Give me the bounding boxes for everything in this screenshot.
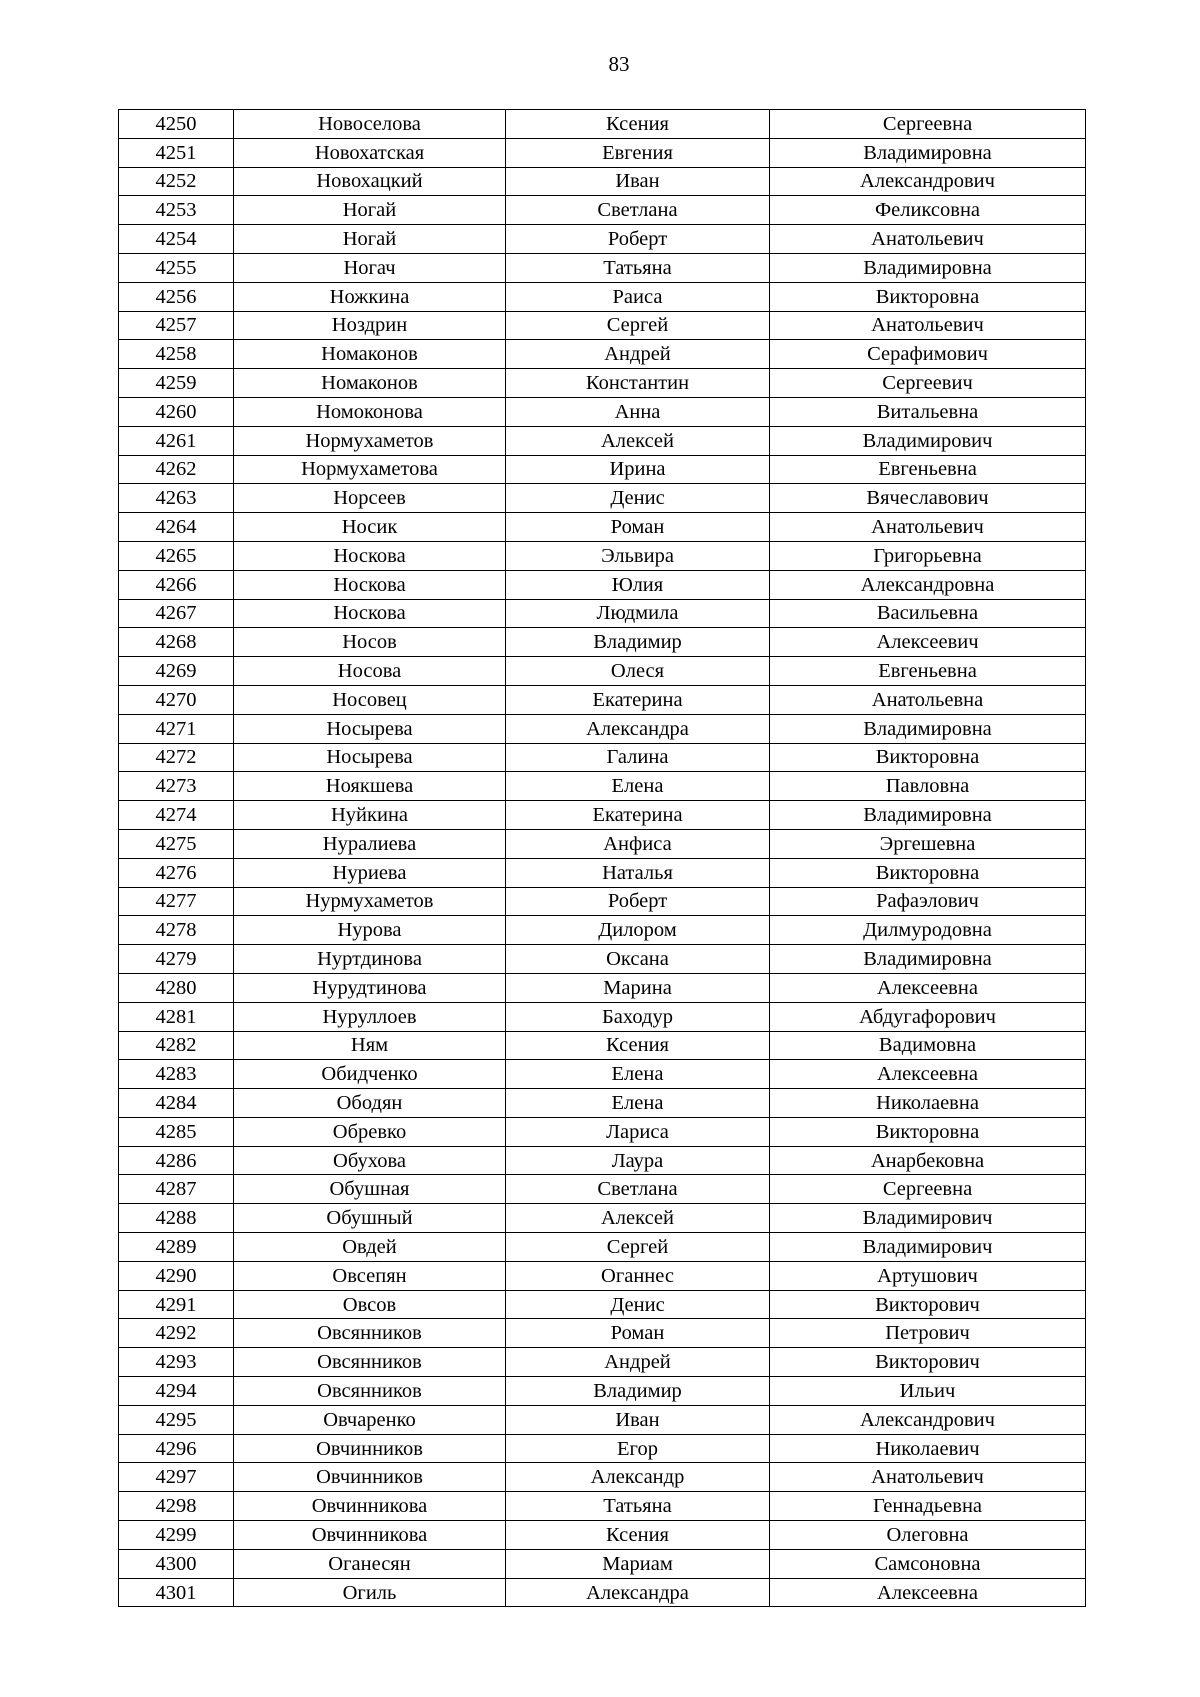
row-number-cell: 4250 bbox=[119, 110, 234, 139]
given-name-cell: Мариам bbox=[506, 1549, 770, 1578]
row-number-cell: 4293 bbox=[119, 1348, 234, 1377]
given-name-cell: Олеся bbox=[506, 657, 770, 686]
table-row bbox=[119, 110, 1086, 139]
patronymic-cell: Геннадьевна bbox=[770, 1492, 1086, 1521]
row-number-cell: 4274 bbox=[119, 801, 234, 830]
table-row bbox=[119, 801, 1086, 830]
surname-cell: Номаконов bbox=[234, 369, 506, 398]
surname-cell: Огиль bbox=[234, 1578, 506, 1607]
given-name-cell: Денис bbox=[506, 484, 770, 513]
patronymic-cell: Серафимович bbox=[770, 340, 1086, 369]
given-name-cell: Елена bbox=[506, 772, 770, 801]
table-row bbox=[119, 1434, 1086, 1463]
surname-cell: Ободян bbox=[234, 1089, 506, 1118]
surname-cell: Обушная bbox=[234, 1175, 506, 1204]
patronymic-cell: Евгеньевна bbox=[770, 657, 1086, 686]
table-row bbox=[119, 1549, 1086, 1578]
table-row bbox=[119, 657, 1086, 686]
table-row bbox=[119, 1002, 1086, 1031]
table-row bbox=[119, 1233, 1086, 1262]
row-number-cell: 4295 bbox=[119, 1405, 234, 1434]
row-number-cell: 4256 bbox=[119, 282, 234, 311]
row-number-cell: 4294 bbox=[119, 1377, 234, 1406]
row-number-cell: 4300 bbox=[119, 1549, 234, 1578]
table-row bbox=[119, 1578, 1086, 1607]
patronymic-cell: Викторовна bbox=[770, 743, 1086, 772]
patronymic-cell: Григорьевна bbox=[770, 541, 1086, 570]
surname-cell: Овсянников bbox=[234, 1377, 506, 1406]
patronymic-cell: Николаевич bbox=[770, 1434, 1086, 1463]
roster-table-body bbox=[119, 110, 1086, 1607]
table-row bbox=[119, 1492, 1086, 1521]
row-number-cell: 4279 bbox=[119, 945, 234, 974]
given-name-cell: Галина bbox=[506, 743, 770, 772]
row-number-cell: 4280 bbox=[119, 973, 234, 1002]
patronymic-cell: Алексеевна bbox=[770, 973, 1086, 1002]
patronymic-cell: Викторовна bbox=[770, 1117, 1086, 1146]
row-number-cell: 4252 bbox=[119, 167, 234, 196]
patronymic-cell: Александрович bbox=[770, 1405, 1086, 1434]
patronymic-cell: Викторовна bbox=[770, 858, 1086, 887]
given-name-cell: Марина bbox=[506, 973, 770, 1002]
row-number-cell: 4283 bbox=[119, 1060, 234, 1089]
surname-cell: Нурова bbox=[234, 916, 506, 945]
table-row bbox=[119, 1060, 1086, 1089]
patronymic-cell: Алексеевна bbox=[770, 1060, 1086, 1089]
row-number-cell: 4266 bbox=[119, 570, 234, 599]
row-number-cell: 4289 bbox=[119, 1233, 234, 1262]
table-row bbox=[119, 455, 1086, 484]
given-name-cell: Денис bbox=[506, 1290, 770, 1319]
patronymic-cell: Артушович bbox=[770, 1261, 1086, 1290]
table-row bbox=[119, 1089, 1086, 1118]
patronymic-cell: Петрович bbox=[770, 1319, 1086, 1348]
patronymic-cell: Феликсовна bbox=[770, 196, 1086, 225]
surname-cell: Обушный bbox=[234, 1204, 506, 1233]
patronymic-cell: Витальевна bbox=[770, 397, 1086, 426]
given-name-cell: Александра bbox=[506, 1578, 770, 1607]
surname-cell: Обревко bbox=[234, 1117, 506, 1146]
row-number-cell: 4297 bbox=[119, 1463, 234, 1492]
given-name-cell: Ксения bbox=[506, 1521, 770, 1550]
table-row bbox=[119, 1204, 1086, 1233]
surname-cell: Носик bbox=[234, 513, 506, 542]
table-row bbox=[119, 426, 1086, 455]
row-number-cell: 4290 bbox=[119, 1261, 234, 1290]
table-row bbox=[119, 340, 1086, 369]
patronymic-cell: Анатольевна bbox=[770, 685, 1086, 714]
table-row bbox=[119, 743, 1086, 772]
row-number-cell: 4296 bbox=[119, 1434, 234, 1463]
table-row bbox=[119, 484, 1086, 513]
row-number-cell: 4277 bbox=[119, 887, 234, 916]
row-number-cell: 4273 bbox=[119, 772, 234, 801]
patronymic-cell: Ильич bbox=[770, 1377, 1086, 1406]
given-name-cell: Иван bbox=[506, 167, 770, 196]
patronymic-cell: Владимировна bbox=[770, 801, 1086, 830]
patronymic-cell: Владимирович bbox=[770, 1233, 1086, 1262]
given-name-cell: Роман bbox=[506, 1319, 770, 1348]
table-row bbox=[119, 685, 1086, 714]
table-row bbox=[119, 916, 1086, 945]
patronymic-cell: Викторовна bbox=[770, 282, 1086, 311]
given-name-cell: Екатерина bbox=[506, 685, 770, 714]
given-name-cell: Владимир bbox=[506, 1377, 770, 1406]
row-number-cell: 4288 bbox=[119, 1204, 234, 1233]
surname-cell: Носов bbox=[234, 628, 506, 657]
surname-cell: Нурудтинова bbox=[234, 973, 506, 1002]
given-name-cell: Оганнес bbox=[506, 1261, 770, 1290]
patronymic-cell: Рафаэлович bbox=[770, 887, 1086, 916]
given-name-cell: Татьяна bbox=[506, 1492, 770, 1521]
given-name-cell: Сергей bbox=[506, 1233, 770, 1262]
patronymic-cell: Владимирович bbox=[770, 1204, 1086, 1233]
given-name-cell: Роберт bbox=[506, 887, 770, 916]
patronymic-cell: Абдугафорович bbox=[770, 1002, 1086, 1031]
given-name-cell: Егор bbox=[506, 1434, 770, 1463]
surname-cell: Овчинников bbox=[234, 1434, 506, 1463]
surname-cell: Ножкина bbox=[234, 282, 506, 311]
table-row bbox=[119, 225, 1086, 254]
table-row bbox=[119, 599, 1086, 628]
given-name-cell: Светлана bbox=[506, 196, 770, 225]
given-name-cell: Анфиса bbox=[506, 829, 770, 858]
row-number-cell: 4257 bbox=[119, 311, 234, 340]
surname-cell: Овчинникова bbox=[234, 1492, 506, 1521]
given-name-cell: Раиса bbox=[506, 282, 770, 311]
patronymic-cell: Анатольевич bbox=[770, 311, 1086, 340]
row-number-cell: 4259 bbox=[119, 369, 234, 398]
row-number-cell: 4264 bbox=[119, 513, 234, 542]
surname-cell: Обухова bbox=[234, 1146, 506, 1175]
patronymic-cell: Викторович bbox=[770, 1290, 1086, 1319]
row-number-cell: 4261 bbox=[119, 426, 234, 455]
surname-cell: Носкова bbox=[234, 570, 506, 599]
patronymic-cell: Сергеевна bbox=[770, 1175, 1086, 1204]
patronymic-cell: Владимировна bbox=[770, 138, 1086, 167]
table-row bbox=[119, 311, 1086, 340]
roster-table bbox=[118, 109, 1086, 1607]
table-row bbox=[119, 1319, 1086, 1348]
row-number-cell: 4260 bbox=[119, 397, 234, 426]
row-number-cell: 4251 bbox=[119, 138, 234, 167]
surname-cell: Ногай bbox=[234, 225, 506, 254]
surname-cell: Носырева bbox=[234, 714, 506, 743]
patronymic-cell: Васильевна bbox=[770, 599, 1086, 628]
patronymic-cell: Вадимовна bbox=[770, 1031, 1086, 1060]
row-number-cell: 4276 bbox=[119, 858, 234, 887]
given-name-cell: Юлия bbox=[506, 570, 770, 599]
table-row bbox=[119, 1405, 1086, 1434]
table-row bbox=[119, 973, 1086, 1002]
table-row bbox=[119, 1261, 1086, 1290]
given-name-cell: Людмила bbox=[506, 599, 770, 628]
surname-cell: Нуралиева bbox=[234, 829, 506, 858]
table-row bbox=[119, 945, 1086, 974]
table-row bbox=[119, 196, 1086, 225]
row-number-cell: 4253 bbox=[119, 196, 234, 225]
given-name-cell: Лаура bbox=[506, 1146, 770, 1175]
patronymic-cell: Самсоновна bbox=[770, 1549, 1086, 1578]
surname-cell: Носырева bbox=[234, 743, 506, 772]
patronymic-cell: Александрович bbox=[770, 167, 1086, 196]
row-number-cell: 4301 bbox=[119, 1578, 234, 1607]
table-row bbox=[119, 628, 1086, 657]
surname-cell: Норсеев bbox=[234, 484, 506, 513]
given-name-cell: Татьяна bbox=[506, 253, 770, 282]
row-number-cell: 4265 bbox=[119, 541, 234, 570]
table-row bbox=[119, 1117, 1086, 1146]
given-name-cell: Лариса bbox=[506, 1117, 770, 1146]
row-number-cell: 4278 bbox=[119, 916, 234, 945]
surname-cell: Новоселова bbox=[234, 110, 506, 139]
given-name-cell: Светлана bbox=[506, 1175, 770, 1204]
row-number-cell: 4271 bbox=[119, 714, 234, 743]
row-number-cell: 4272 bbox=[119, 743, 234, 772]
patronymic-cell: Владимирович bbox=[770, 426, 1086, 455]
given-name-cell: Наталья bbox=[506, 858, 770, 887]
given-name-cell: Елена bbox=[506, 1060, 770, 1089]
table-row bbox=[119, 513, 1086, 542]
given-name-cell: Иван bbox=[506, 1405, 770, 1434]
surname-cell: Овдей bbox=[234, 1233, 506, 1262]
row-number-cell: 4292 bbox=[119, 1319, 234, 1348]
row-number-cell: 4291 bbox=[119, 1290, 234, 1319]
row-number-cell: 4255 bbox=[119, 253, 234, 282]
patronymic-cell: Владимировна bbox=[770, 253, 1086, 282]
row-number-cell: 4287 bbox=[119, 1175, 234, 1204]
given-name-cell: Алексей bbox=[506, 1204, 770, 1233]
given-name-cell: Екатерина bbox=[506, 801, 770, 830]
given-name-cell: Дилором bbox=[506, 916, 770, 945]
surname-cell: Ногач bbox=[234, 253, 506, 282]
patronymic-cell: Владимировна bbox=[770, 714, 1086, 743]
table-row bbox=[119, 1377, 1086, 1406]
given-name-cell: Константин bbox=[506, 369, 770, 398]
table-row bbox=[119, 541, 1086, 570]
table-row bbox=[119, 1348, 1086, 1377]
surname-cell: Носова bbox=[234, 657, 506, 686]
table-row bbox=[119, 282, 1086, 311]
given-name-cell: Алексей bbox=[506, 426, 770, 455]
table-row bbox=[119, 887, 1086, 916]
patronymic-cell: Эргешевна bbox=[770, 829, 1086, 858]
surname-cell: Нурмухаметов bbox=[234, 887, 506, 916]
patronymic-cell: Викторович bbox=[770, 1348, 1086, 1377]
row-number-cell: 4286 bbox=[119, 1146, 234, 1175]
surname-cell: Овсянников bbox=[234, 1319, 506, 1348]
table-row bbox=[119, 858, 1086, 887]
surname-cell: Ноякшева bbox=[234, 772, 506, 801]
given-name-cell: Елена bbox=[506, 1089, 770, 1118]
row-number-cell: 4298 bbox=[119, 1492, 234, 1521]
row-number-cell: 4275 bbox=[119, 829, 234, 858]
given-name-cell: Андрей bbox=[506, 340, 770, 369]
table-row bbox=[119, 829, 1086, 858]
given-name-cell: Александра bbox=[506, 714, 770, 743]
row-number-cell: 4282 bbox=[119, 1031, 234, 1060]
patronymic-cell: Николаевна bbox=[770, 1089, 1086, 1118]
given-name-cell: Сергей bbox=[506, 311, 770, 340]
surname-cell: Нуйкина bbox=[234, 801, 506, 830]
given-name-cell: Евгения bbox=[506, 138, 770, 167]
patronymic-cell: Дилмуродовна bbox=[770, 916, 1086, 945]
patronymic-cell: Павловна bbox=[770, 772, 1086, 801]
table-row bbox=[119, 772, 1086, 801]
surname-cell: Носкова bbox=[234, 541, 506, 570]
surname-cell: Нормухаметов bbox=[234, 426, 506, 455]
surname-cell: Нуруллоев bbox=[234, 1002, 506, 1031]
table-row bbox=[119, 369, 1086, 398]
patronymic-cell: Анатольевич bbox=[770, 1463, 1086, 1492]
surname-cell: Овсов bbox=[234, 1290, 506, 1319]
surname-cell: Овчинников bbox=[234, 1463, 506, 1492]
table-row bbox=[119, 1521, 1086, 1550]
surname-cell: Носовец bbox=[234, 685, 506, 714]
surname-cell: Ням bbox=[234, 1031, 506, 1060]
patronymic-cell: Анатольевич bbox=[770, 513, 1086, 542]
surname-cell: Номоконова bbox=[234, 397, 506, 426]
table-row bbox=[119, 714, 1086, 743]
given-name-cell: Владимир bbox=[506, 628, 770, 657]
table-row bbox=[119, 570, 1086, 599]
surname-cell: Носкова bbox=[234, 599, 506, 628]
table-row bbox=[119, 1031, 1086, 1060]
given-name-cell: Ксения bbox=[506, 110, 770, 139]
table-row bbox=[119, 253, 1086, 282]
row-number-cell: 4262 bbox=[119, 455, 234, 484]
given-name-cell: Баходур bbox=[506, 1002, 770, 1031]
row-number-cell: 4284 bbox=[119, 1089, 234, 1118]
patronymic-cell: Владимировна bbox=[770, 945, 1086, 974]
surname-cell: Овчинникова bbox=[234, 1521, 506, 1550]
table-row bbox=[119, 1463, 1086, 1492]
surname-cell: Ноздрин bbox=[234, 311, 506, 340]
table-row bbox=[119, 1290, 1086, 1319]
table-row bbox=[119, 167, 1086, 196]
surname-cell: Нормухаметова bbox=[234, 455, 506, 484]
patronymic-cell: Алексеевич bbox=[770, 628, 1086, 657]
row-number-cell: 4281 bbox=[119, 1002, 234, 1031]
surname-cell: Овсепян bbox=[234, 1261, 506, 1290]
given-name-cell: Эльвира bbox=[506, 541, 770, 570]
surname-cell: Новохатская bbox=[234, 138, 506, 167]
row-number-cell: 4267 bbox=[119, 599, 234, 628]
row-number-cell: 4269 bbox=[119, 657, 234, 686]
given-name-cell: Роман bbox=[506, 513, 770, 542]
given-name-cell: Анна bbox=[506, 397, 770, 426]
surname-cell: Овчаренко bbox=[234, 1405, 506, 1434]
surname-cell: Номаконов bbox=[234, 340, 506, 369]
patronymic-cell: Евгеньевна bbox=[770, 455, 1086, 484]
table-row bbox=[119, 1146, 1086, 1175]
given-name-cell: Ирина bbox=[506, 455, 770, 484]
row-number-cell: 4254 bbox=[119, 225, 234, 254]
surname-cell: Овсянников bbox=[234, 1348, 506, 1377]
table-row bbox=[119, 1175, 1086, 1204]
page-number: 83 bbox=[608, 52, 630, 76]
surname-cell: Нуртдинова bbox=[234, 945, 506, 974]
row-number-cell: 4270 bbox=[119, 685, 234, 714]
patronymic-cell: Алексеевна bbox=[770, 1578, 1086, 1607]
patronymic-cell: Александровна bbox=[770, 570, 1086, 599]
given-name-cell: Оксана bbox=[506, 945, 770, 974]
given-name-cell: Роберт bbox=[506, 225, 770, 254]
table-row bbox=[119, 397, 1086, 426]
table-row bbox=[119, 138, 1086, 167]
patronymic-cell: Сергеевич bbox=[770, 369, 1086, 398]
given-name-cell: Александр bbox=[506, 1463, 770, 1492]
row-number-cell: 4263 bbox=[119, 484, 234, 513]
patronymic-cell: Анарбековна bbox=[770, 1146, 1086, 1175]
given-name-cell: Ксения bbox=[506, 1031, 770, 1060]
patronymic-cell: Вячеславович bbox=[770, 484, 1086, 513]
patronymic-cell: Сергеевна bbox=[770, 110, 1086, 139]
given-name-cell: Андрей bbox=[506, 1348, 770, 1377]
row-number-cell: 4285 bbox=[119, 1117, 234, 1146]
row-number-cell: 4268 bbox=[119, 628, 234, 657]
row-number-cell: 4299 bbox=[119, 1521, 234, 1550]
patronymic-cell: Олеговна bbox=[770, 1521, 1086, 1550]
surname-cell: Нуриева bbox=[234, 858, 506, 887]
surname-cell: Обидченко bbox=[234, 1060, 506, 1089]
surname-cell: Новохацкий bbox=[234, 167, 506, 196]
patronymic-cell: Анатольевич bbox=[770, 225, 1086, 254]
row-number-cell: 4258 bbox=[119, 340, 234, 369]
surname-cell: Ногай bbox=[234, 196, 506, 225]
surname-cell: Оганесян bbox=[234, 1549, 506, 1578]
